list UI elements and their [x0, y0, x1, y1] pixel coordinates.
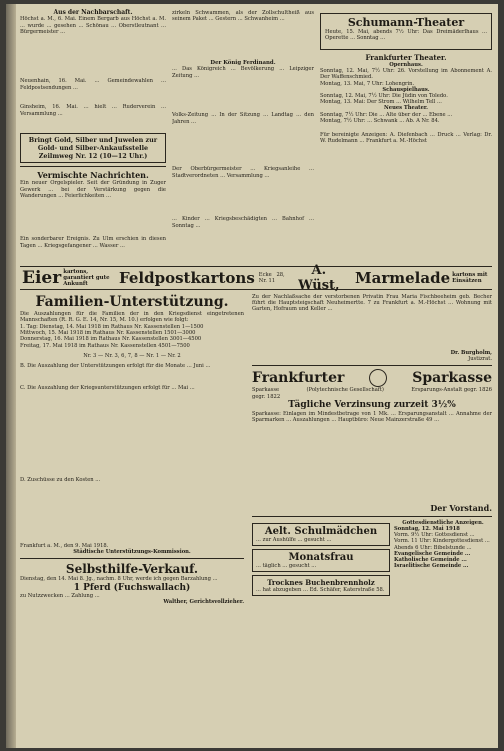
- new-theater-line-2: Montag, 7½ Uhr: ... Schwank ... Ab. A Nr. 84.: [320, 117, 440, 124]
- divider: [20, 558, 244, 559]
- church-title: Gottesdienstliche Anzeigen.: [402, 519, 484, 526]
- schumann-theater-ad: [320, 13, 492, 50]
- family-support-intro: Die Auszahlungen für die Familien der in den Kriegsdienst eingetretenen Mannschaften (R. R. G. E. 14, Nr. 15, M. 10.) erfolgen wie folgt:: [20, 311, 244, 324]
- article-6: zirkeln Schwammen, als der Zollschultheiß aus seinem Paket ... Gestern ... Schwanheim ...: [172, 10, 314, 23]
- selbsthilfe-line-1: Dienstag, den 14. Mai 8. Jg., nachm. 8 Uhr, werde ich gegen Barzahlung ...: [20, 576, 218, 583]
- selbsthilfe-line-3: zu Nutzzwecken ... Zahlung ...: [20, 592, 100, 599]
- playhouse-line-2: Montag, 13. Mai: Der Strom ... Wilhelm Tell ...: [320, 99, 442, 106]
- family-support-notice: [20, 294, 244, 605]
- sparkasse-ad: [252, 369, 492, 512]
- divider: [252, 365, 492, 366]
- article-3: Ginsheim, 16. Mai. ... hielt ... Ruderverein ... Versammlung ...: [20, 104, 166, 117]
- church-line-1: Sonntag, 12. Mai 1918: [394, 526, 460, 533]
- classified-2: [252, 549, 390, 572]
- sparkasse-right: Sparkasse: [412, 370, 492, 387]
- family-support-line-2: Mittwoch, 15. Mai 1918 im Rathaus Nr. Kassenstellen 1501—3000: [20, 330, 196, 337]
- estate-notice-sign: Dr. Burgholm,: [450, 350, 492, 356]
- banner-marmelade-sub: kartons mit Einsätzen: [452, 272, 488, 284]
- family-support-date: Frankfurt a. M., den 9. Mai 1918.: [20, 543, 109, 550]
- heading-misc-news: Vermischte Nachrichten.: [37, 170, 149, 181]
- classified-2-body: ... täglich ... gesucht ...: [256, 563, 317, 570]
- banner-feldpost-sub: Ecke 28, Nr. 11: [258, 271, 285, 284]
- new-theater-heading: Neues Theater.: [384, 105, 428, 112]
- divider: [20, 166, 166, 167]
- banner-feldpost: Feldpostkartons: [119, 269, 255, 287]
- church-line-5: Evangelische Gemeinde ...: [394, 550, 471, 557]
- banner-eier: Eier: [22, 268, 62, 288]
- sparkasse-l2: gegr. 1822: [252, 393, 281, 400]
- classified-1-body: ... zur Aushülfe ... gesucht ...: [256, 536, 332, 543]
- classified-1-title: Aelt. Schulmädchen: [264, 525, 378, 537]
- sparkasse-l1: Sparkasse: [252, 387, 280, 394]
- heading-frankfurt-theater: Frankfurter Theater.: [365, 53, 447, 62]
- church-line-2: Vorm. 9½ Uhr: Gottesdienst ...: [394, 532, 475, 539]
- family-support-columns: Nr. 3 — Nr. 3, 6, 7, 8 — Nr. 1 — Nr. 2: [83, 352, 181, 359]
- selbsthilfe-sign: Walther, Gerichtsvollzieher.: [163, 598, 244, 605]
- family-support-line-3: Donnerstag, 16. Mai 1918 im Rathaus Nr. Kassenstellen 3001—4500: [20, 336, 202, 343]
- publisher-note: Für bereinigte Anzeigen: A. Diefenbach ... Druck ... Verlag: Dr. W. Rudelmann ... Frankfurt a. M.-Höchst: [320, 132, 492, 145]
- article-8: Volks-Zeitung ... In der Sitzung ... Landtag ... den Jahren ...: [172, 112, 314, 125]
- opera-line-2: Montag, 13. Mai, 7 Uhr: Lohengrin.: [320, 80, 415, 87]
- family-support-b: B. Die Auszahlung der Unterstützungen erfolgt für die Monate ... Juni ...: [20, 363, 211, 370]
- church-notices: [394, 520, 492, 600]
- newspaper-page: [6, 4, 498, 748]
- church-line-6: Katholische Gemeinde ...: [394, 557, 467, 564]
- classified-2-title: Monatsfrau: [288, 552, 354, 564]
- sparkasse-emblem-icon: [369, 369, 387, 387]
- classified-3-title: Trocknes Buchenbrennholz: [267, 578, 375, 588]
- theater-program: Heute, 15. Mai, abends 7½ Uhr: Das Dreimäderlhaus ... Operette ... Sonntag ...: [325, 29, 487, 42]
- banner-brand: A. Wüst,: [298, 263, 340, 293]
- sparkasse-l4: Ersparungs-Anstalt gegr. 1826: [411, 387, 492, 394]
- banner-eier-sub: kartons, garantiert gute Ankunft: [63, 269, 110, 287]
- column-3: [320, 10, 492, 150]
- article-5: Ein sonderbarer Ereignis. Zu Ulm erschien in diesen Tagen ... Kriegsgefangener ... Wasser ...: [20, 236, 166, 249]
- sparkasse-l3: (Polytechnische Gesellschaft): [306, 387, 384, 394]
- feldpost-banner-ad: [20, 263, 492, 293]
- new-theater-line-1: Sonntag, 7½ Uhr: Die ... Alte über der ... Ebene ...: [320, 111, 453, 118]
- opera-line-1: Sonntag, 12. Mai, 7½ Uhr: 26. Vorstellung im Abonnement A. Der Waffenschmied.: [320, 68, 492, 81]
- banner-marmelade: Marmelade: [355, 269, 451, 287]
- family-support-title: Familien-Unterstützung.: [35, 294, 229, 310]
- heading-neighbourhood: Aus der Nachbarschaft.: [53, 9, 133, 16]
- divider: [252, 516, 492, 517]
- estate-notice: Zu der Nachlaßsache der verstorbenen Privatin Frau Maria Fischbeeheim geb. Becher führt die Hauptsteigschaft Neuheimertte. 7 zu Frankfurt a. M.-Höchst ... Wohnung mit Garten, Hofraum und Keller ...: [252, 294, 492, 313]
- article-1: Höchst a. M., 6. Mai. Einem Bergarb aus Höchst a. M. ... wurde ... gesehen ... Schönau ... Oberstleutnant ... Bürgermeister ...: [20, 16, 166, 35]
- article-4: Ein neuer Orgelspieler. Seit der Gründung in Zuger Gewerk ... bei der Verstärkung gegen die Wanderungen ... Feierlichkeiten ...: [20, 180, 166, 199]
- family-support-c: C. Die Auszahlung der Kriegsunterstützungen erfolgt für ... Mai ...: [20, 385, 195, 392]
- article-9: Der Oberbürgermeister ... Kriegsanleihe ... Stadtverordneten ... Versammlung ...: [172, 166, 314, 179]
- family-support-d: D. Zuschüsse zu den Kosten ...: [20, 477, 101, 484]
- gold-ad: Bringt Gold, Silber und Juwelen zur Gold- und Silber-Ankaufsstelle Zeilmweg Nr. 12 (10—12 Uhr.): [20, 133, 166, 163]
- church-line-3: Vorm. 11 Uhr: Kindergottesdienst ...: [394, 538, 490, 545]
- family-support-line-4: Freitag, 17. Mai 1918 im Rathaus Nr. Kassenstellen 4501—7500: [20, 342, 190, 349]
- heading-king: Der König Ferdinand.: [210, 60, 276, 66]
- column-1: [20, 10, 166, 270]
- classified-3-body: ... hat abzugeben ... Ed. Schäfer, Katerstraße 58.: [256, 587, 385, 594]
- sparkasse-board: Der Vorstand.: [430, 502, 492, 513]
- classifieds: [252, 520, 390, 600]
- sparkasse-interest: Tägliche Verzinsung zurzeit 3½%: [288, 399, 456, 410]
- article-2: Neuenhain, 16. Mai. ... Gemeindewahlen ... Feldpostsendungen ...: [20, 78, 166, 91]
- opera-house-heading: Opernhaus.: [389, 62, 423, 68]
- playhouse-heading: Schauspielhaus.: [382, 86, 430, 93]
- theater-title: Schumann-Theater: [347, 16, 465, 29]
- classified-3: [252, 575, 390, 596]
- right-lower-block: [252, 294, 492, 599]
- playhouse-line-1: Sonntag, 12. Mai, 7½ Uhr: Die Jüdin von Toledo.: [320, 93, 448, 100]
- classified-1: [252, 523, 390, 546]
- family-support-commission: Städtische Unterstützungs-Kommission.: [73, 549, 191, 556]
- family-support-line-1: 1. Tag: Dienstag, 14. Mai 1918 im Rathaus Nr. Kassenstellen 1—1500: [20, 324, 204, 330]
- church-line-7: Israelitische Gemeinde ...: [394, 563, 469, 570]
- page-binding: [6, 4, 16, 748]
- estate-notice-role: Justizrat.: [468, 356, 492, 363]
- selbsthilfe-horse: 1 Pferd (Fuchswallach): [73, 582, 191, 593]
- article-7: ... Das Königreich ... Bevölkerung ... Leipziger Zeitung ...: [172, 66, 314, 79]
- sparkasse-body: Sparkasse: Einlagen im Mindestbetrage von 1 Mk. ... Ersparungsanstalt ... Annahme der Sparmarken ... Auszahlungen ... Hauptbüro: Neue Mainzerstraße 49 ...: [252, 410, 492, 424]
- article-10: ... Kinder ... Kriegsbeschädigten ... Bahnhof ... Sonntag ...: [172, 216, 314, 229]
- classifieds-and-church: [252, 520, 492, 600]
- church-line-4: Abends 6 Uhr: Bibelstunde ...: [394, 544, 472, 551]
- selbsthilfe-title: Selbsthilfe-Verkauf.: [65, 562, 199, 577]
- column-2: [172, 10, 314, 260]
- sparkasse-left: Frankfurter: [252, 370, 345, 387]
